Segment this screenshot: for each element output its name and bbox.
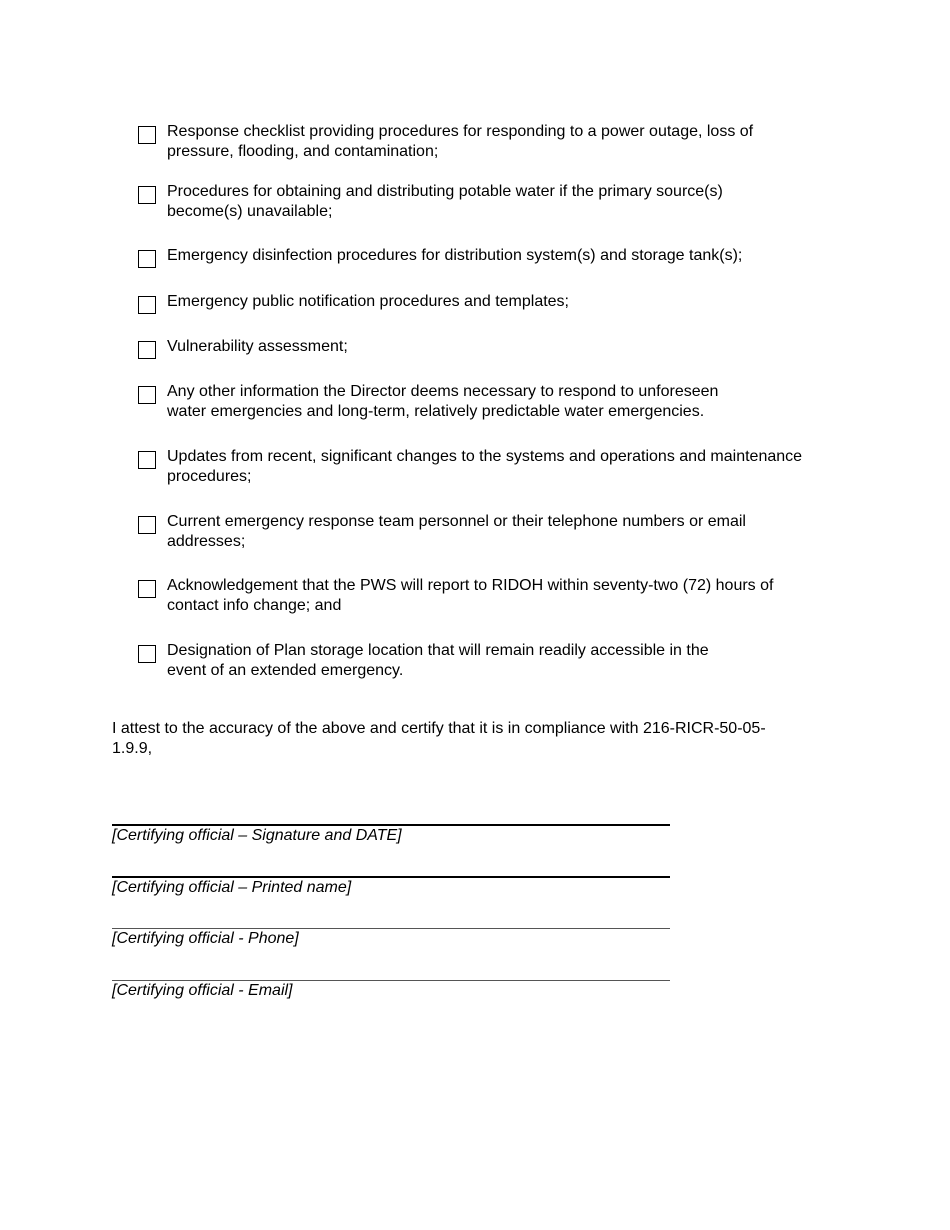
- attestation-statement: I attest to the accuracy of the above and certify that it is in compliance with 216-RICR-50-05- 1.9.9,: [112, 720, 766, 757]
- checklist-item-text: Procedures for obtaining and distributing potable water if the primary source(s) become(s) unavailable;: [167, 183, 723, 220]
- phone-field[interactable]: [112, 928, 670, 948]
- checklist-item-text: Designation of Plan storage location that will remain readily accessible in the event of an extended emergency.: [167, 642, 709, 679]
- signature-date-field[interactable]: [112, 824, 670, 845]
- checkbox[interactable]: [138, 296, 156, 314]
- email-label: [Certifying official - Email]: [112, 982, 293, 999]
- checkbox[interactable]: [138, 250, 156, 268]
- checkbox[interactable]: [138, 451, 156, 469]
- signature-date-label: [Certifying official – Signature and DATE]: [112, 827, 402, 844]
- checklist-item-vulnerability: [138, 337, 850, 359]
- checklist-item-response-checklist: [138, 122, 850, 161]
- checklist-item-text: Acknowledgement that the PWS will report to RIDOH within seventy-two (72) hours of contact info change; and: [167, 577, 774, 614]
- printed-name-label: [Certifying official – Printed name]: [112, 879, 352, 896]
- checklist-item-disinfection: [138, 246, 850, 268]
- checklist-item-personnel: [138, 512, 850, 551]
- checklist-item-public-notification: [138, 292, 850, 314]
- printed-name-field[interactable]: [112, 876, 670, 897]
- checkbox[interactable]: [138, 386, 156, 404]
- checklist-item-text: Emergency public notification procedures and templates;: [167, 293, 569, 310]
- checkbox[interactable]: [138, 341, 156, 359]
- checklist-item-potable-water: [138, 182, 850, 221]
- checklist-item-acknowledgement: [138, 576, 850, 615]
- phone-label: [Certifying official - Phone]: [112, 930, 299, 947]
- checklist-item-text: Vulnerability assessment;: [167, 338, 348, 355]
- checkbox[interactable]: [138, 645, 156, 663]
- checkbox[interactable]: [138, 580, 156, 598]
- checklist-item-text: Current emergency response team personnel or their telephone numbers or email addresses;: [167, 513, 746, 550]
- checklist-item-text: Any other information the Director deems necessary to respond to unforeseen water emergencies and long-term, relatively predictable water emergencies.: [167, 383, 719, 420]
- checklist-item-storage-location: [138, 641, 850, 680]
- checklist-item-updates: [138, 447, 850, 486]
- email-field[interactable]: [112, 980, 670, 1000]
- checkbox[interactable]: [138, 516, 156, 534]
- checkbox[interactable]: [138, 126, 156, 144]
- checklist-item-text: Updates from recent, significant changes to the systems and operations and maintenance procedures;: [167, 448, 803, 485]
- checkbox[interactable]: [138, 186, 156, 204]
- checklist-item-text: Emergency disinfection procedures for distribution system(s) and storage tank(s);: [167, 247, 743, 264]
- checklist-item-other-information: [138, 382, 850, 421]
- checklist-item-text: Response checklist providing procedures for responding to a power outage, loss of pressure, flooding, and contamination;: [167, 123, 754, 160]
